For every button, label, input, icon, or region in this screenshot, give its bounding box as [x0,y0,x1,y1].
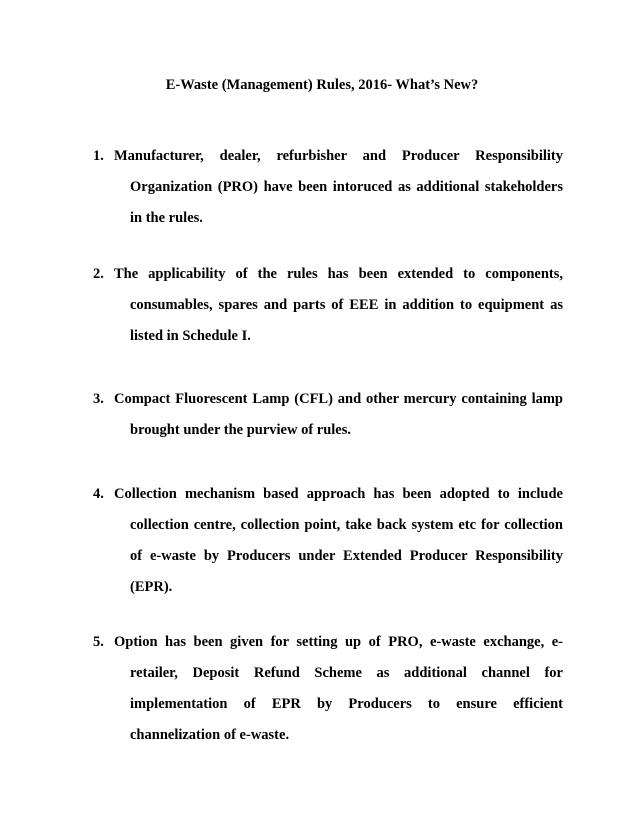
list-item-number: 1. [93,148,104,164]
list-item-number: 5. [93,634,104,650]
list-item-text: Option has been given for setting up of PRO, e-waste exchange, e-retailer, Deposit Refund Scheme as additional channel for implementation of EPR by Producers to ensure efficient channelization of e-waste. [114,634,563,743]
list-item [93,627,563,751]
list-item-text: Collection mechanism based approach has been adopted to include collection centre, collection point, take back system etc for collection of e-waste by Producers under Extended Producer Responsibility (EPR). [114,486,563,595]
list-item-number: 3. [93,391,104,407]
list-item-text: Compact Fluorescent Lamp (CFL) and other mercury containing lamp brought under the purview of rules. [114,391,563,438]
list-item-text: Manufacturer, dealer, refurbisher and Producer Responsibility Organization (PRO) have been intoruced as additional stakeholders in the rules. [114,148,563,226]
document-title: E-Waste (Management) Rules, 2016- What’s New? [165,77,479,93]
list-item [93,384,563,446]
list-item-number: 4. [93,486,104,502]
list-item [93,479,563,603]
list-item-number: 2. [93,266,104,282]
list-item [93,259,563,352]
list-item-text: The applicability of the rules has been extended to components, consumables, spares and parts of EEE in addition to equipment as listed in Schedule I. [114,266,563,344]
list-item [93,141,563,234]
